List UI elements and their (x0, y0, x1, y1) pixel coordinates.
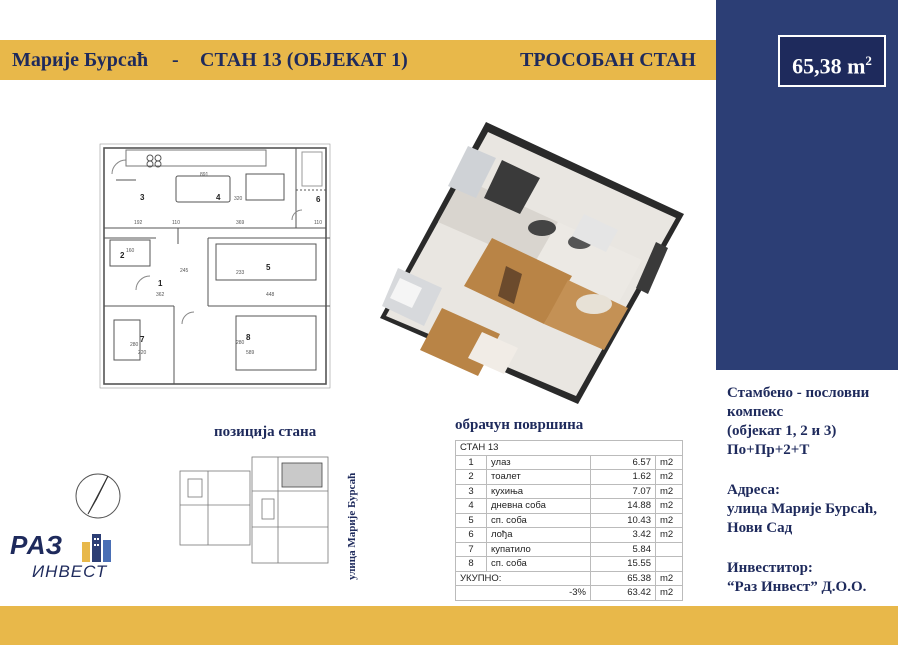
row-unit: m2 (656, 513, 683, 528)
investor-label: Инвеститор: (727, 560, 813, 576)
row-name: сп. соба (487, 557, 591, 572)
table-row (456, 542, 683, 557)
street-title: Марије Бурсаћ (12, 49, 149, 71)
table-header-row (456, 441, 683, 456)
calc-title: обрачун површина (455, 417, 584, 433)
complex-line-1: Стамбено - пословни (727, 385, 870, 401)
row-value: 15.55 (591, 557, 656, 572)
floor-plan (96, 140, 344, 390)
complex-line-2: компекс (727, 404, 784, 420)
row-unit: m2 (656, 499, 683, 514)
row-name: дневна соба (487, 499, 591, 514)
total-value: 65.38 (591, 571, 656, 586)
dim-label: 160 (126, 248, 135, 254)
row-unit: m2 (656, 484, 683, 499)
logo-sub-text: ИНВЕСТ (32, 562, 108, 581)
area-value: 65,38 m (792, 53, 866, 79)
dim-label: 280 (236, 340, 245, 346)
dim-label: 891 (200, 172, 209, 178)
footer-band (0, 606, 898, 645)
area-table (455, 440, 683, 601)
table-total-row (456, 571, 683, 586)
position-plan (178, 455, 330, 565)
row-name: сп. соба (487, 513, 591, 528)
table-row (456, 528, 683, 543)
dim-label: 362 (156, 292, 165, 298)
dim-label: 110 (314, 220, 322, 226)
reduction-value: 63.42 (591, 586, 656, 601)
room-label-8: 8 (246, 333, 251, 342)
dim-label: 220 (138, 350, 147, 356)
row-value: 6.57 (591, 455, 656, 470)
compass-icon (72, 470, 124, 522)
dim-label: 245 (180, 268, 189, 274)
row-num: 6 (456, 528, 487, 543)
row-value: 1.62 (591, 470, 656, 485)
complex-line-3: (објекат 1, 2 и 3) (727, 423, 837, 439)
table-row (456, 557, 683, 572)
table-row (456, 499, 683, 514)
row-name: улаз (487, 455, 591, 470)
table-row (456, 484, 683, 499)
total-label: УКУПНО: (456, 571, 591, 586)
room-label-2: 2 (120, 251, 125, 260)
street-label-text: улица Марије Бурсаћ (346, 472, 358, 580)
dim-label: 192 (134, 220, 143, 226)
row-name: лођа (487, 528, 591, 543)
complex-line-4: По+Пр+2+Т (727, 442, 810, 458)
row-unit (656, 542, 683, 557)
row-num: 2 (456, 470, 487, 485)
dim-label: 369 (236, 220, 245, 226)
row-unit: m2 (656, 455, 683, 470)
header-dash: - (172, 49, 179, 71)
street-label (330, 470, 370, 580)
dim-label: 233 (236, 270, 245, 276)
room-label-5: 5 (266, 263, 271, 272)
row-value: 10.43 (591, 513, 656, 528)
table-header: СТАН 13 (456, 441, 683, 456)
area-unit-sup: 2 (865, 53, 872, 68)
row-unit: m2 (656, 470, 683, 485)
row-name: купатило (487, 542, 591, 557)
reduction-unit: m2 (656, 586, 683, 601)
room-label-3: 3 (140, 193, 145, 202)
reduction-label: -3% (456, 586, 591, 601)
address-label: Адреса: (727, 482, 780, 498)
unit-title: СТАН 13 (ОБЈЕКАТ 1) (200, 49, 408, 71)
row-unit (656, 557, 683, 572)
area-badge (778, 35, 886, 87)
room-label-7: 7 (140, 335, 145, 344)
position-title: позиција стана (214, 424, 317, 440)
row-name: кухиња (487, 484, 591, 499)
row-unit: m2 (656, 528, 683, 543)
row-num: 1 (456, 455, 487, 470)
dim-label: 280 (130, 342, 139, 348)
room-label-4: 4 (216, 193, 221, 202)
row-name: тоалет (487, 470, 591, 485)
logo-main-text: РАЗ (10, 530, 64, 560)
dim-label: 110 (172, 220, 180, 226)
row-value: 3.42 (591, 528, 656, 543)
apartment-type: ТРОСОБАН СТАН (520, 49, 696, 71)
isometric-render (372, 118, 688, 408)
total-unit: m2 (656, 571, 683, 586)
row-num: 3 (456, 484, 487, 499)
row-num: 8 (456, 557, 487, 572)
row-num: 7 (456, 542, 487, 557)
table-row (456, 470, 683, 485)
address-line-1: улица Марије Бурсаћ, (727, 501, 877, 517)
dim-label: 589 (246, 350, 255, 356)
dim-label: 320 (234, 196, 243, 202)
row-value: 5.84 (591, 542, 656, 557)
table-reduction-row (456, 586, 683, 601)
building-icon (80, 532, 116, 562)
dim-label: 448 (266, 292, 275, 298)
table-row (456, 513, 683, 528)
room-label-6: 6 (316, 195, 321, 204)
table-row (456, 455, 683, 470)
investor-name: “Раз Инвест” Д.О.О. (727, 579, 867, 595)
row-num: 4 (456, 499, 487, 514)
row-value: 7.07 (591, 484, 656, 499)
row-value: 14.88 (591, 499, 656, 514)
company-logo (10, 530, 120, 592)
address-line-2: Нови Сад (727, 520, 793, 536)
row-num: 5 (456, 513, 487, 528)
room-label-1: 1 (158, 279, 163, 288)
